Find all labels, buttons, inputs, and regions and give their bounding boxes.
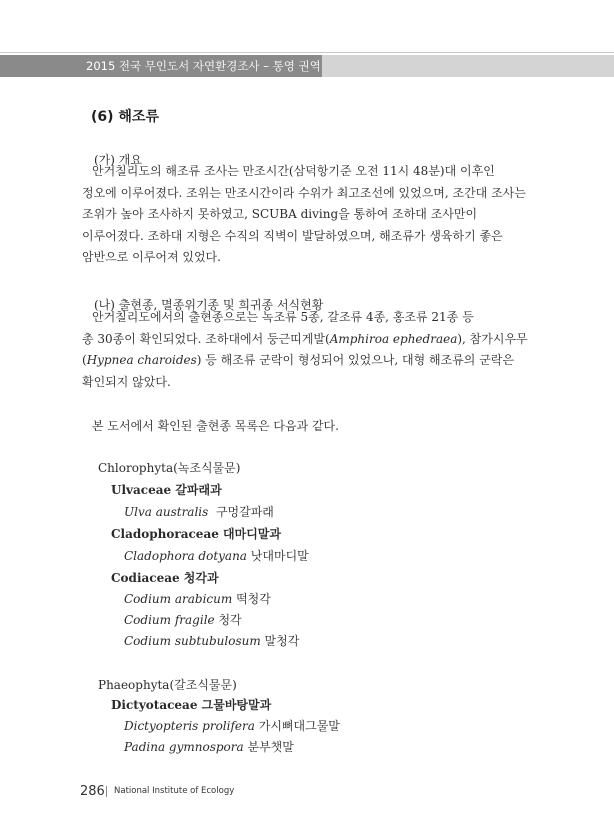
section-title: (6) 해조류: [91, 109, 159, 125]
list-intro: 본 도서에서 확인된 출현종 목록은 다음과 같다.: [92, 419, 339, 433]
overview-line: 안거칠리도의 해조류 조사는 만조시간(삼덕항기준 오전 11시 48분)대 이후인: [92, 164, 495, 178]
page-number: 286: [80, 784, 105, 799]
species-line: 총 30종이 확인되었다. 조하대에서 둥근띠게발(Amphiroa ephedraea), 참가시우무: [82, 331, 528, 346]
species-line: 확인되지 않았다.: [82, 374, 171, 389]
running-header-title: 2015 전국 무인도서 자연환경조사 – 통영 권역: [86, 59, 321, 73]
overview-line: 조위가 높아 조사하지 못하였고, SCUBA diving을 통하여 조하대 조사만이: [82, 207, 478, 221]
overview-paragraph: [82, 161, 537, 269]
subsection-heading-ga: (가) 개요: [94, 153, 142, 167]
species-item: Cladophora dotyana 낫대마디말: [124, 549, 309, 563]
family-cladophoraceae: Cladophoraceae 대마디말과: [111, 527, 281, 541]
overview-line: 암반으로 이루어져 있었다.: [82, 250, 221, 264]
species-item: Dictyopteris prolifera 가시뼈대그물말: [124, 719, 340, 733]
species-item: Codium subtubulosum 말청각: [124, 634, 300, 648]
family-dictyotaceae: Dictyotaceae 그물바탕말과: [111, 698, 272, 712]
species-line: 안거칠리도에서의 출현종으로는 녹조류 5종, 갈조류 4종, 홍조류 21종 등: [92, 310, 474, 324]
header-rule: [0, 52, 614, 53]
species-item: Codium fragile 청각: [124, 613, 242, 627]
footer-organization: National Institute of Ecology: [114, 786, 235, 796]
phylum-chlorophyta: Chlorophyta(녹조식물문): [98, 461, 241, 475]
species-item: Padina gymnospora 분부챗말: [124, 740, 294, 754]
species-line: (Hypnea charoides) 등 해조류 군락이 형성되어 있었으나, 대형 해조류의 군락은: [82, 353, 514, 367]
overview-line: 정오에 이루어졌다. 조위는 만조시간이라 수위가 최고조선에 있었으며, 조간대 조사는: [82, 185, 526, 200]
family-codiaceae: Codiaceae 청각과: [111, 571, 219, 585]
overview-line: 이루어졌다. 조하대 지형은 수직의 직벽이 발달하였으며, 해조류가 생육하기 좋은: [82, 228, 503, 243]
phylum-phaeophyta: Phaeophyta(갈조식물문): [98, 678, 237, 692]
scientific-name: Hypnea charoides: [86, 353, 197, 367]
species-item: Codium arabicum 떡청각: [124, 592, 271, 606]
species-item: Ulva australis 구멍갈파래: [124, 505, 274, 519]
family-ulvaceae: Ulvaceae 갈파래과: [111, 483, 222, 497]
scientific-name: Amphiroa ephedraea: [329, 331, 458, 346]
species-paragraph: [82, 307, 537, 393]
subsection-heading-na: (나) 출현종, 멸종위기종 및 희귀종 서식현황: [94, 298, 324, 312]
footer-divider: [106, 786, 107, 797]
